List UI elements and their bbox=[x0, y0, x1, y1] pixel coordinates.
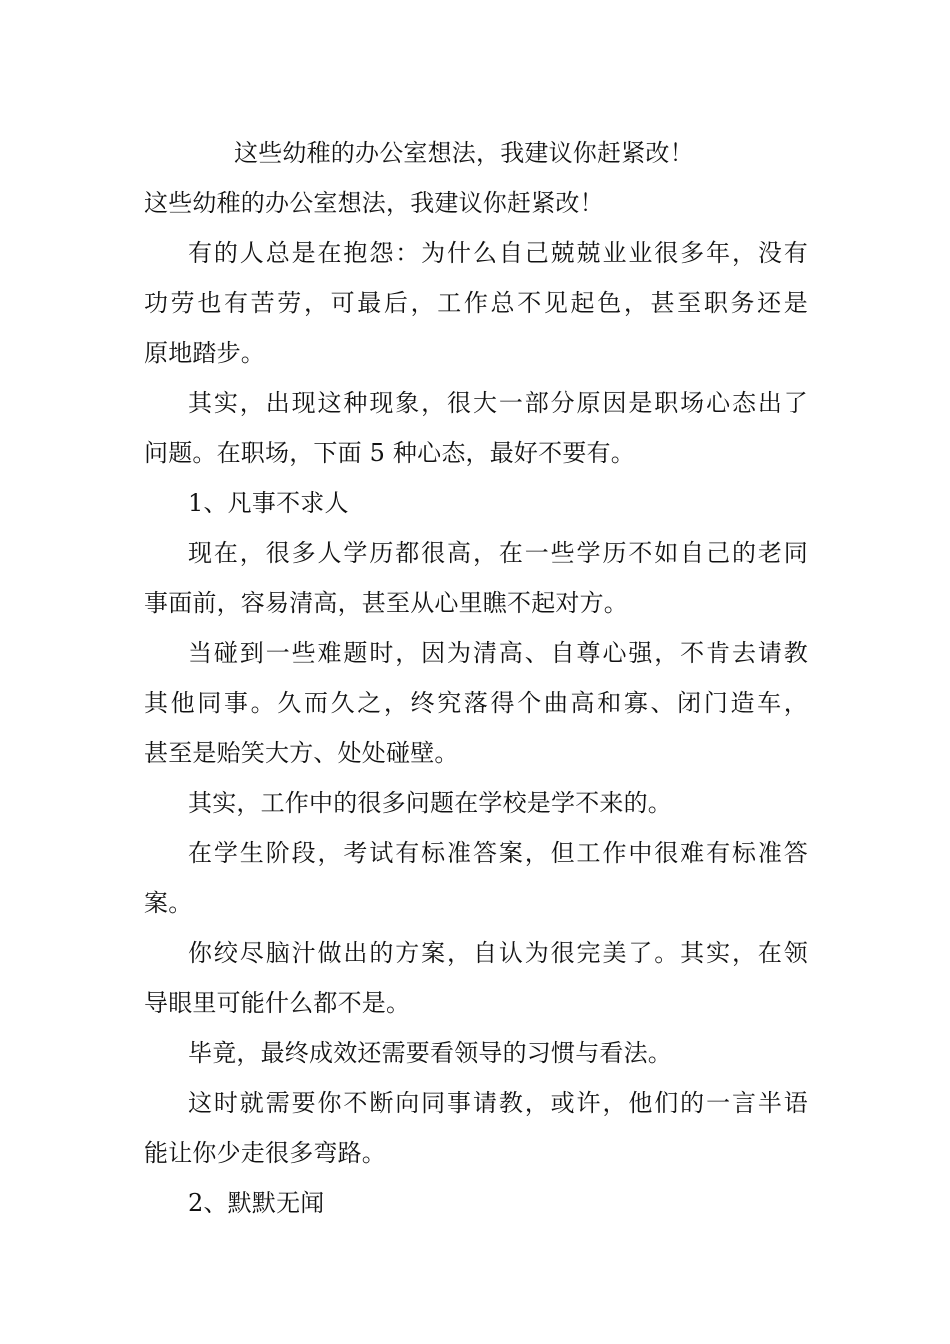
document-body bbox=[144, 128, 808, 1228]
paragraph-line: 现在，很多人学历都很高，在一些学历不如自己的老同 bbox=[188, 539, 808, 567]
paragraph-complaint bbox=[144, 228, 808, 378]
paragraph-line: 其实，出现这种现象，很大一部分原因是职场心态出了 bbox=[188, 389, 808, 417]
paragraph-school: 其实，工作中的很多问题在学校是学不来的。 bbox=[188, 789, 672, 817]
paragraph-line: 你绞尽脑汁做出的方案，自认为很完美了。其实，在领 bbox=[188, 939, 808, 967]
section-heading-1: 1、凡事不求人 bbox=[188, 489, 349, 517]
paragraph-line: 这时就需要你不断向同事请教，或许，他们的一言半语 bbox=[188, 1089, 808, 1117]
paragraph-line: 有的人总是在抱怨：为什么自己兢兢业业很多年，没有 bbox=[188, 239, 808, 267]
paragraph-line: 在学生阶段，考试有标准答案，但工作中很难有标准答 bbox=[188, 839, 808, 867]
paragraph-difficulty bbox=[144, 628, 808, 778]
paragraph-education bbox=[144, 528, 808, 628]
paragraph-line: 功劳也有苦劳，可最后，工作总不见起色，甚至职务还是 bbox=[144, 289, 808, 317]
paragraph-line: 原地踏步。 bbox=[144, 339, 265, 367]
paragraph-mindset bbox=[144, 378, 808, 478]
paragraph-line: 问题。在职场，下面 5 种心态，最好不要有。 bbox=[144, 439, 635, 467]
paragraph-leader: 毕竟，最终成效还需要看领导的习惯与看法。 bbox=[188, 1039, 672, 1067]
document-subtitle: 这些幼稚的办公室想法，我建议你赶紧改！ bbox=[144, 189, 604, 217]
paragraph-line: 案。 bbox=[144, 889, 193, 917]
document-title: 这些幼稚的办公室想法，我建议你赶紧改！ bbox=[234, 139, 694, 167]
paragraph-line: 能让你少走很多弯路。 bbox=[144, 1139, 386, 1167]
section-heading-2: 2、默默无闻 bbox=[188, 1189, 325, 1217]
paragraph-line: 甚至是贻笑大方、处处碰壁。 bbox=[144, 739, 459, 767]
paragraph-line: 其他同事。久而久之，终究落得个曲高和寡、闭门造车， bbox=[144, 689, 808, 717]
paragraph-line: 事面前，容易清高，甚至从心里瞧不起对方。 bbox=[144, 589, 628, 617]
paragraph-line: 当碰到一些难题时，因为清高、自尊心强，不肯去请教 bbox=[188, 639, 808, 667]
paragraph-answers bbox=[144, 828, 808, 928]
paragraph-ask bbox=[144, 1078, 808, 1178]
paragraph-plan bbox=[144, 928, 808, 1028]
paragraph-line: 导眼里可能什么都不是。 bbox=[144, 989, 411, 1017]
